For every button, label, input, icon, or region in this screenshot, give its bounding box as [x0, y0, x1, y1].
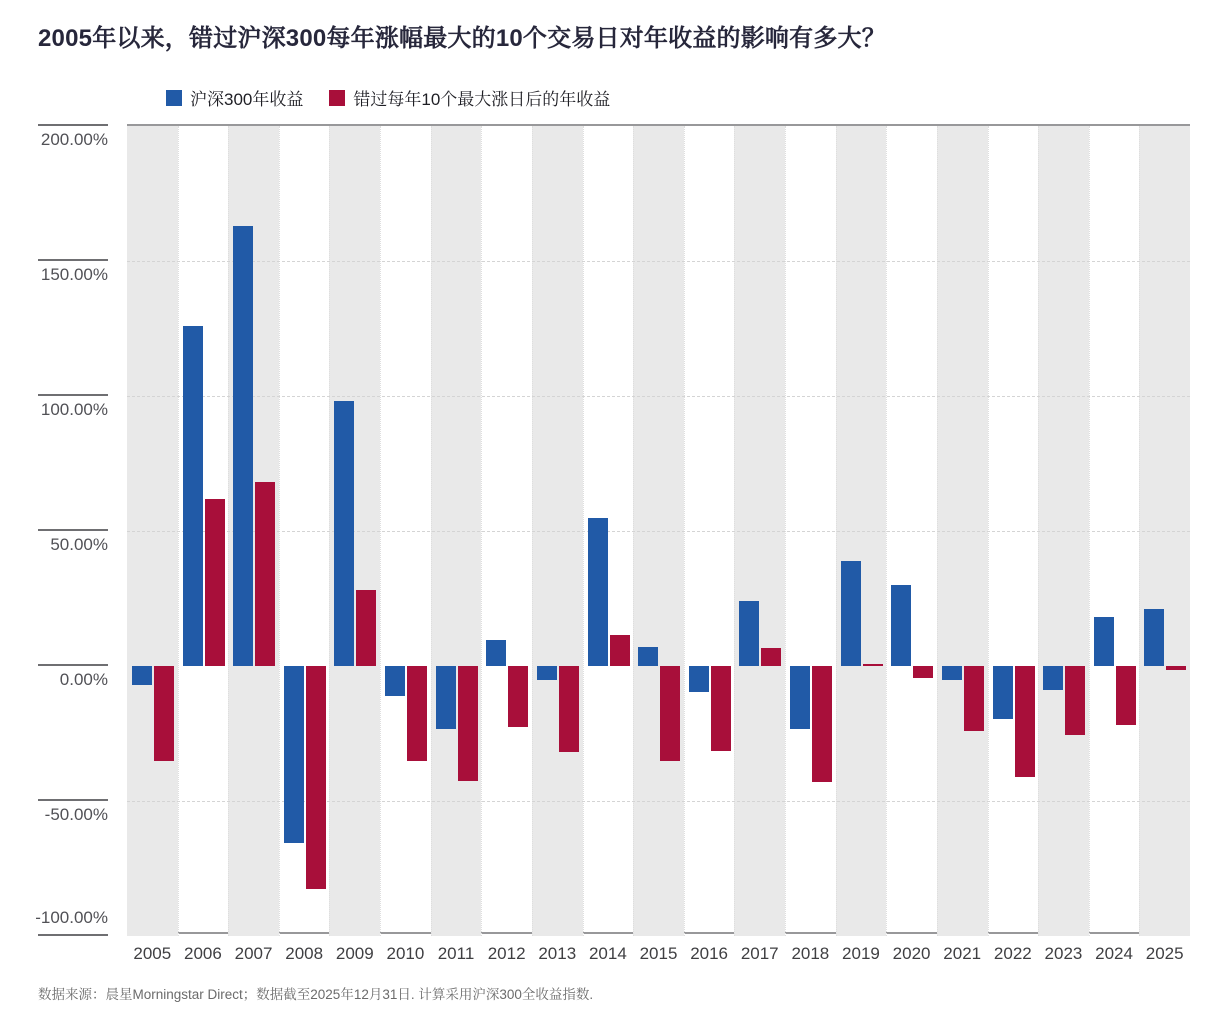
bar-2018-missed10	[812, 666, 832, 782]
y-tick-label--100: -100.00%	[35, 908, 108, 927]
bar-2016-csi300	[689, 666, 709, 692]
bar-2020-missed10	[913, 666, 933, 678]
plot-area	[127, 124, 1190, 934]
bar-2023-csi300	[1043, 666, 1063, 690]
chart-title: 2005年以来，错过沪深300每年涨幅最大的10个交易日对年收益的影响有多大？	[38, 25, 886, 52]
bar-2023-missed10	[1065, 666, 1085, 735]
bar-2015-csi300	[638, 647, 658, 666]
bar-2006-csi300	[183, 326, 203, 666]
bar-2013-csi300	[537, 666, 557, 680]
x-label-2012: 2012	[487, 944, 526, 963]
gridline-100	[127, 396, 1190, 397]
x-label-2008: 2008	[285, 944, 324, 963]
x-label-2017: 2017	[740, 944, 779, 963]
gridline-50	[127, 531, 1190, 532]
x-label-2005: 2005	[133, 944, 172, 963]
bar-2015-missed10	[660, 666, 680, 761]
bar-2008-missed10	[306, 666, 326, 889]
x-label-2018: 2018	[791, 944, 830, 963]
bar-2019-csi300	[841, 561, 861, 666]
x-label-2024: 2024	[1095, 944, 1133, 963]
x-label-2022: 2022	[993, 944, 1032, 963]
bar-2011-missed10	[458, 666, 478, 781]
bar-2010-missed10	[407, 666, 427, 761]
legend	[166, 85, 610, 110]
y-tick-label-100: 100.00%	[40, 400, 108, 419]
legend-item-csi300	[166, 85, 303, 110]
bar-2012-missed10	[508, 666, 528, 727]
bar-2018-csi300	[790, 666, 810, 729]
y-tick--100	[38, 934, 108, 936]
bar-2025-csi300	[1144, 609, 1164, 666]
bar-2014-csi300	[588, 518, 608, 667]
bar-2014-missed10	[610, 635, 630, 666]
bar-2017-csi300	[739, 601, 759, 666]
bar-2007-missed10	[255, 482, 275, 666]
legend-swatch-red-icon	[329, 90, 345, 106]
x-label-2011: 2011	[437, 944, 475, 963]
legend-swatch-blue-icon	[166, 90, 182, 106]
bar-2021-missed10	[964, 666, 984, 731]
x-label-2016: 2016	[690, 944, 729, 963]
x-label-2007: 2007	[234, 944, 273, 963]
bar-2022-csi300	[993, 666, 1013, 719]
bar-2025-missed10	[1166, 666, 1186, 670]
x-label-2014: 2014	[588, 944, 627, 963]
x-label-2025: 2025	[1145, 944, 1184, 963]
y-tick-0	[38, 664, 108, 666]
x-label-2020: 2020	[892, 944, 931, 963]
bar-2024-missed10	[1116, 666, 1136, 725]
bar-2021-csi300	[942, 666, 962, 680]
legend-item-missed-days	[329, 85, 610, 110]
y-tick-50	[38, 529, 108, 531]
x-label-2021: 2021	[943, 944, 982, 963]
y-tick-150	[38, 259, 108, 261]
y-tick-100	[38, 394, 108, 396]
bar-2010-csi300	[385, 666, 405, 696]
bar-2019-missed10	[863, 664, 883, 666]
x-label-2006: 2006	[184, 944, 222, 963]
bar-2009-missed10	[356, 590, 376, 666]
bar-2008-csi300	[284, 666, 304, 843]
legend-label-csi300: 沪深300年收益	[190, 90, 304, 109]
bar-2005-missed10	[154, 666, 174, 761]
y-tick-label-200: 200.00%	[40, 130, 108, 149]
legend-label-missed-days: 错过每年10个最大涨日后的年收益	[353, 90, 611, 109]
bar-2007-csi300	[233, 226, 253, 666]
bar-2016-missed10	[711, 666, 731, 751]
y-tick-200	[38, 124, 108, 126]
bar-2006-missed10	[205, 499, 225, 666]
bar-2020-csi300	[891, 585, 911, 666]
y-tick-label-150: 150.00%	[40, 265, 108, 284]
y-tick-label-0: 0.00%	[59, 670, 108, 689]
x-label-2009: 2009	[335, 944, 374, 963]
x-label-2019: 2019	[842, 944, 880, 963]
bar-2005-csi300	[132, 666, 152, 685]
bar-2024-csi300	[1094, 617, 1114, 666]
bar-2013-missed10	[559, 666, 579, 752]
bar-2022-missed10	[1015, 666, 1035, 777]
y-tick-label--50: -50.00%	[44, 805, 108, 824]
bar-2009-csi300	[334, 401, 354, 666]
x-label-2010: 2010	[386, 944, 425, 963]
x-label-2015: 2015	[639, 944, 678, 963]
x-label-2023: 2023	[1044, 944, 1083, 963]
y-tick--50	[38, 799, 108, 801]
bar-2017-missed10	[761, 648, 781, 666]
gridline-150	[127, 261, 1190, 262]
bar-2012-csi300	[486, 640, 506, 666]
x-label-2013: 2013	[538, 944, 577, 963]
bar-2011-csi300	[436, 666, 456, 729]
y-tick-label-50: 50.00%	[50, 535, 108, 554]
source-note: 数据来源：晨星Morningstar Direct；数据截至2025年12月31日. 计算采用沪深300全收益指数.	[38, 987, 594, 1002]
